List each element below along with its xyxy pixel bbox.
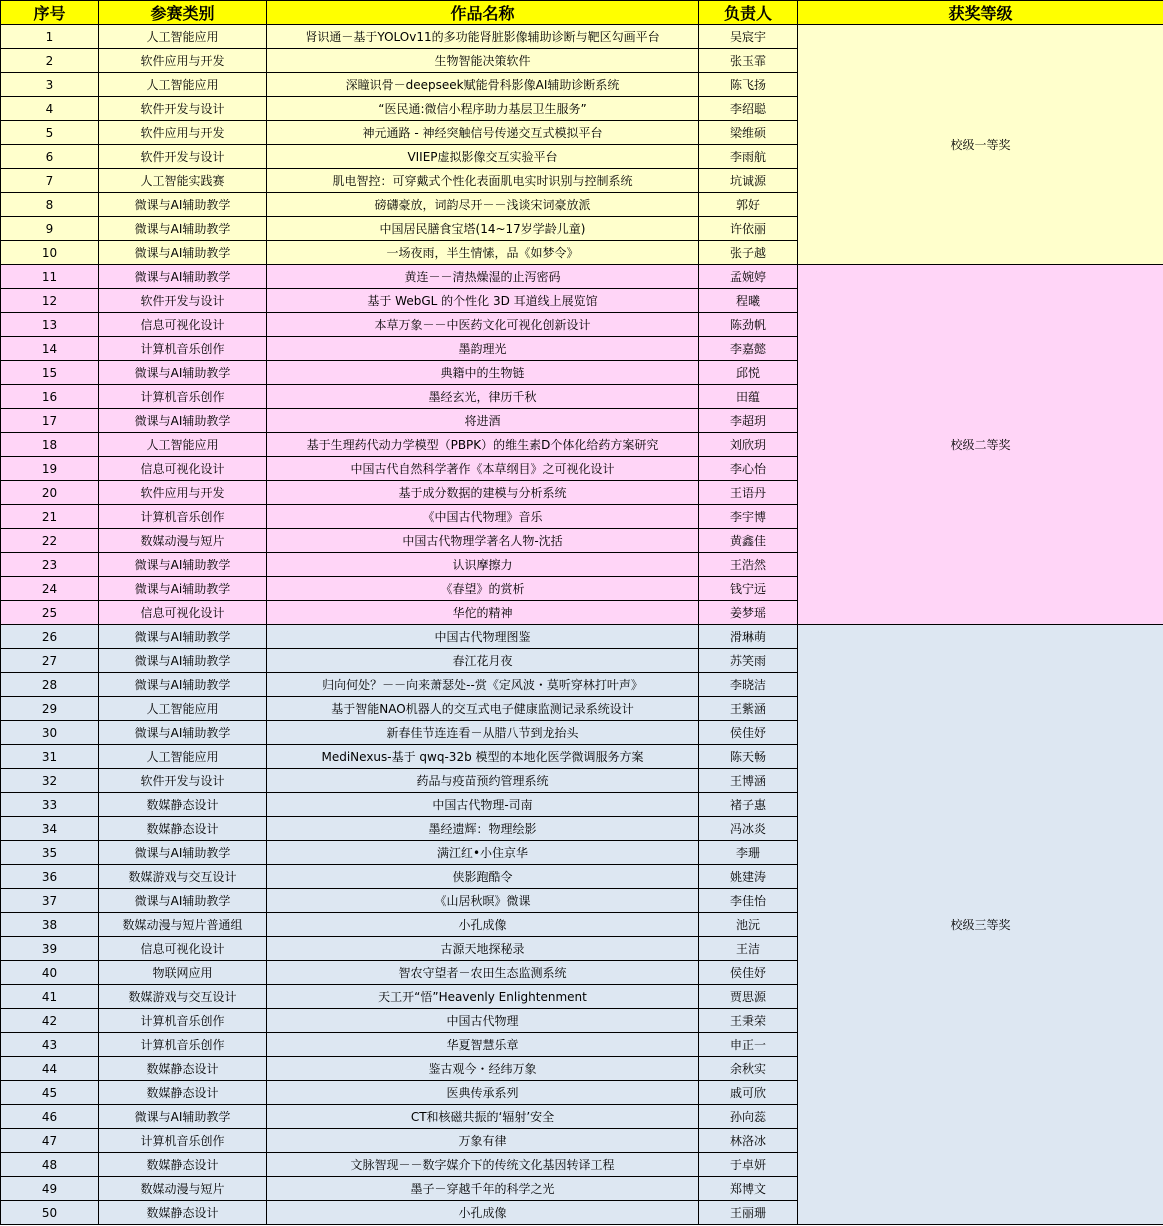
cell-leader: 郑博文	[699, 1177, 798, 1201]
cell-leader: 王浩然	[699, 553, 798, 577]
cell-category: 计算机音乐创作	[99, 505, 267, 529]
table-row	[1, 265, 1163, 289]
cell-category: 人工智能实践赛	[99, 169, 267, 193]
cell-index: 11	[1, 265, 99, 289]
header-index: 序号	[1, 1, 99, 25]
cell-leader: 李宇博	[699, 505, 798, 529]
cell-work-title: 新春佳节连连看－从腊八节到龙抬头	[267, 721, 699, 745]
cell-category: 数媒游戏与交互设计	[99, 865, 267, 889]
cell-category: 人工智能应用	[99, 745, 267, 769]
cell-work-title: 《山居秋暝》微课	[267, 889, 699, 913]
cell-index: 17	[1, 409, 99, 433]
cell-leader: 李珊	[699, 841, 798, 865]
cell-work-title: 古源天地探秘录	[267, 937, 699, 961]
cell-index: 27	[1, 649, 99, 673]
cell-leader: 滑琳萌	[699, 625, 798, 649]
cell-category: 数媒动漫与短片	[99, 1177, 267, 1201]
cell-category: 信息可视化设计	[99, 457, 267, 481]
cell-index: 37	[1, 889, 99, 913]
cell-leader: 许依丽	[699, 217, 798, 241]
cell-leader: 李佳怡	[699, 889, 798, 913]
cell-category: 微课与Ai辅助教学	[99, 577, 267, 601]
cell-index: 43	[1, 1033, 99, 1057]
cell-leader: 于卓妍	[699, 1153, 798, 1177]
cell-category: 微课与AI辅助教学	[99, 193, 267, 217]
cell-index: 30	[1, 721, 99, 745]
cell-work-title: 华佗的精神	[267, 601, 699, 625]
cell-work-title: 深瞳识骨－deepseek赋能骨科影像AI辅助诊断系统	[267, 73, 699, 97]
cell-award-level: 校级二等奖	[798, 265, 1163, 625]
cell-leader: 刘欣玥	[699, 433, 798, 457]
cell-work-title: 肾识通－基于YOLOv11的多功能肾脏影像辅助诊断与靶区勾画平台	[267, 25, 699, 49]
cell-work-title: 鉴古观今・经纬万象	[267, 1057, 699, 1081]
cell-category: 软件开发与设计	[99, 145, 267, 169]
cell-leader: 邱悦	[699, 361, 798, 385]
cell-leader: 王洁	[699, 937, 798, 961]
cell-category: 信息可视化设计	[99, 937, 267, 961]
cell-index: 47	[1, 1129, 99, 1153]
cell-index: 3	[1, 73, 99, 97]
cell-work-title: 春江花月夜	[267, 649, 699, 673]
cell-leader: 姜梦瑶	[699, 601, 798, 625]
cell-work-title: 墨经玄光，律历千秋	[267, 385, 699, 409]
cell-index: 28	[1, 673, 99, 697]
cell-leader: 侯佳妤	[699, 961, 798, 985]
cell-leader: 侯佳妤	[699, 721, 798, 745]
table-body	[1, 25, 1163, 1225]
cell-category: 数媒静态设计	[99, 1057, 267, 1081]
cell-category: 微课与AI辅助教学	[99, 265, 267, 289]
cell-category: 软件应用与开发	[99, 481, 267, 505]
cell-index: 21	[1, 505, 99, 529]
cell-category: 微课与AI辅助教学	[99, 625, 267, 649]
cell-work-title: 基于智能NAO机器人的交互式电子健康监测记录系统设计	[267, 697, 699, 721]
cell-category: 数媒静态设计	[99, 817, 267, 841]
cell-leader: 贾思源	[699, 985, 798, 1009]
cell-category: 微课与AI辅助教学	[99, 361, 267, 385]
table-row	[1, 625, 1163, 649]
cell-work-title: 中国居民膳食宝塔(14~17岁学龄儿童)	[267, 217, 699, 241]
cell-leader: 王紫涵	[699, 697, 798, 721]
cell-leader: 姚建涛	[699, 865, 798, 889]
cell-index: 20	[1, 481, 99, 505]
cell-work-title: 中国古代物理图鉴	[267, 625, 699, 649]
cell-category: 计算机音乐创作	[99, 385, 267, 409]
cell-work-title: 中国古代物理	[267, 1009, 699, 1033]
cell-work-title: 生物智能决策软件	[267, 49, 699, 73]
cell-category: 微课与AI辅助教学	[99, 721, 267, 745]
cell-index: 49	[1, 1177, 99, 1201]
cell-category: 微课与AI辅助教学	[99, 649, 267, 673]
cell-category: 计算机音乐创作	[99, 1129, 267, 1153]
cell-leader: 陈天畅	[699, 745, 798, 769]
cell-leader: 田蕴	[699, 385, 798, 409]
cell-category: 微课与AI辅助教学	[99, 409, 267, 433]
cell-leader: 李晓洁	[699, 673, 798, 697]
cell-index: 32	[1, 769, 99, 793]
cell-category: 软件应用与开发	[99, 121, 267, 145]
cell-category: 物联网应用	[99, 961, 267, 985]
header-leader: 负责人	[699, 1, 798, 25]
cell-category: 计算机音乐创作	[99, 1009, 267, 1033]
header-award: 获奖等级	[798, 1, 1163, 25]
cell-index: 44	[1, 1057, 99, 1081]
cell-work-title: 一场夜雨，半生情愫，品《如梦令》	[267, 241, 699, 265]
cell-index: 25	[1, 601, 99, 625]
cell-index: 9	[1, 217, 99, 241]
cell-leader: 李嘉懿	[699, 337, 798, 361]
cell-index: 41	[1, 985, 99, 1009]
cell-work-title: 肌电智控：可穿戴式个性化表面肌电实时识别与控制系统	[267, 169, 699, 193]
cell-index: 10	[1, 241, 99, 265]
cell-category: 微课与AI辅助教学	[99, 889, 267, 913]
cell-work-title: 神元通路 - 神经突触信号传递交互式模拟平台	[267, 121, 699, 145]
cell-work-title: 天工开“悟”Heavenly Enlightenment	[267, 985, 699, 1009]
header-work-title: 作品名称	[267, 1, 699, 25]
cell-index: 2	[1, 49, 99, 73]
cell-category: 数媒静态设计	[99, 793, 267, 817]
cell-leader: 吴宸宇	[699, 25, 798, 49]
cell-work-title: 墨子－穿越千年的科学之光	[267, 1177, 699, 1201]
cell-leader: 林洛冰	[699, 1129, 798, 1153]
cell-leader: 坑诚源	[699, 169, 798, 193]
cell-category: 微课与AI辅助教学	[99, 553, 267, 577]
cell-index: 15	[1, 361, 99, 385]
cell-leader: 冯冰炎	[699, 817, 798, 841]
cell-leader: 张玉霏	[699, 49, 798, 73]
cell-leader: 郭好	[699, 193, 798, 217]
cell-work-title: 医典传承系列	[267, 1081, 699, 1105]
cell-leader: 张子越	[699, 241, 798, 265]
cell-category: 数媒静态设计	[99, 1153, 267, 1177]
cell-award-level: 校级一等奖	[798, 25, 1163, 265]
cell-index: 34	[1, 817, 99, 841]
cell-work-title: 墨经遗辉：物理绘影	[267, 817, 699, 841]
cell-category: 软件开发与设计	[99, 97, 267, 121]
cell-leader: 孙向蕊	[699, 1105, 798, 1129]
cell-award-level: 校级三等奖	[798, 625, 1163, 1225]
cell-index: 29	[1, 697, 99, 721]
cell-work-title: CT和核磁共振的‘辐射’安全	[267, 1105, 699, 1129]
cell-work-title: 《春望》的赏析	[267, 577, 699, 601]
cell-work-title: 侠影跑酷令	[267, 865, 699, 889]
cell-leader: 李雨航	[699, 145, 798, 169]
cell-index: 4	[1, 97, 99, 121]
cell-work-title: 文脉智现－－数字媒介下的传统文化基因转译工程	[267, 1153, 699, 1177]
cell-index: 8	[1, 193, 99, 217]
cell-index: 5	[1, 121, 99, 145]
cell-leader: 黄鑫佳	[699, 529, 798, 553]
cell-category: 微课与AI辅助教学	[99, 673, 267, 697]
cell-work-title: 中国古代物理学著名人物-沈括	[267, 529, 699, 553]
cell-work-title: 墨韵理光	[267, 337, 699, 361]
cell-index: 1	[1, 25, 99, 49]
cell-category: 微课与AI辅助教学	[99, 1105, 267, 1129]
cell-category: 计算机音乐创作	[99, 1033, 267, 1057]
cell-leader: 申正一	[699, 1033, 798, 1057]
cell-category: 人工智能应用	[99, 697, 267, 721]
cell-work-title: “医民通:微信小程序助力基层卫生服务”	[267, 97, 699, 121]
cell-category: 数媒动漫与短片	[99, 529, 267, 553]
cell-index: 45	[1, 1081, 99, 1105]
cell-work-title: 认识摩擦力	[267, 553, 699, 577]
cell-index: 39	[1, 937, 99, 961]
cell-index: 38	[1, 913, 99, 937]
cell-category: 数媒静态设计	[99, 1201, 267, 1225]
cell-index: 42	[1, 1009, 99, 1033]
cell-index: 14	[1, 337, 99, 361]
cell-category: 人工智能应用	[99, 25, 267, 49]
cell-work-title: 基于生理药代动力学模型（PBPK）的维生素D个体化给药方案研究	[267, 433, 699, 457]
cell-work-title: 黄连－－清热燥湿的止泻密码	[267, 265, 699, 289]
cell-work-title: 本草万象－－中医药文化可视化创新设计	[267, 313, 699, 337]
cell-work-title: 典籍中的生物链	[267, 361, 699, 385]
cell-category: 软件开发与设计	[99, 289, 267, 313]
cell-category: 软件开发与设计	[99, 769, 267, 793]
cell-index: 24	[1, 577, 99, 601]
cell-index: 26	[1, 625, 99, 649]
cell-index: 35	[1, 841, 99, 865]
cell-work-title: 中国古代物理-司南	[267, 793, 699, 817]
cell-index: 22	[1, 529, 99, 553]
cell-leader: 孟婉婷	[699, 265, 798, 289]
cell-category: 数媒游戏与交互设计	[99, 985, 267, 1009]
cell-work-title: 基于 WebGL 的个性化 3D 耳道线上展览馆	[267, 289, 699, 313]
cell-category: 信息可视化设计	[99, 313, 267, 337]
cell-leader: 王秉荣	[699, 1009, 798, 1033]
cell-index: 12	[1, 289, 99, 313]
cell-index: 13	[1, 313, 99, 337]
cell-work-title: 智农守望者－农田生态监测系统	[267, 961, 699, 985]
cell-leader: 王博涵	[699, 769, 798, 793]
cell-work-title: VIIEP虚拟影像交互实验平台	[267, 145, 699, 169]
cell-category: 微课与AI辅助教学	[99, 217, 267, 241]
cell-index: 18	[1, 433, 99, 457]
cell-work-title: 《中国古代物理》音乐	[267, 505, 699, 529]
cell-leader: 李绍聪	[699, 97, 798, 121]
table-row	[1, 25, 1163, 49]
cell-index: 50	[1, 1201, 99, 1225]
cell-index: 19	[1, 457, 99, 481]
cell-category: 计算机音乐创作	[99, 337, 267, 361]
cell-leader: 陈劲帆	[699, 313, 798, 337]
cell-index: 33	[1, 793, 99, 817]
cell-leader: 褚子惠	[699, 793, 798, 817]
cell-category: 信息可视化设计	[99, 601, 267, 625]
cell-index: 40	[1, 961, 99, 985]
cell-index: 6	[1, 145, 99, 169]
cell-work-title: 药品与疫苗预约管理系统	[267, 769, 699, 793]
cell-work-title: 将进酒	[267, 409, 699, 433]
cell-work-title: 万象有律	[267, 1129, 699, 1153]
cell-work-title: MediNexus-基于 qwq-32b 模型的本地化医学微调服务方案	[267, 745, 699, 769]
cell-work-title: 基于成分数据的建模与分析系统	[267, 481, 699, 505]
cell-leader: 程曦	[699, 289, 798, 313]
cell-category: 微课与AI辅助教学	[99, 241, 267, 265]
cell-work-title: 满江红•小住京华	[267, 841, 699, 865]
cell-index: 23	[1, 553, 99, 577]
cell-index: 31	[1, 745, 99, 769]
cell-leader: 王丽珊	[699, 1201, 798, 1225]
cell-category: 人工智能应用	[99, 433, 267, 457]
header-category: 参赛类别	[99, 1, 267, 25]
cell-work-title: 磅礴豪放，词韵尽开－－浅谈宋词豪放派	[267, 193, 699, 217]
cell-leader: 陈飞扬	[699, 73, 798, 97]
cell-work-title: 归向何处？－－向来萧瑟处--赏《定风波・莫听穿林打叶声》	[267, 673, 699, 697]
cell-index: 36	[1, 865, 99, 889]
header-row	[1, 1, 1163, 25]
cell-work-title: 华夏智慧乐章	[267, 1033, 699, 1057]
cell-work-title: 中国古代自然科学著作《本草纲目》之可视化设计	[267, 457, 699, 481]
cell-leader: 钱宁远	[699, 577, 798, 601]
cell-work-title: 小孔成像	[267, 1201, 699, 1225]
cell-index: 46	[1, 1105, 99, 1129]
cell-category: 数媒静态设计	[99, 1081, 267, 1105]
cell-leader: 王语丹	[699, 481, 798, 505]
cell-leader: 梁维硕	[699, 121, 798, 145]
cell-index: 16	[1, 385, 99, 409]
cell-category: 数媒动漫与短片普通组	[99, 913, 267, 937]
cell-leader: 李超玥	[699, 409, 798, 433]
cell-leader: 余秋实	[699, 1057, 798, 1081]
cell-category: 微课与AI辅助教学	[99, 841, 267, 865]
cell-leader: 池沅	[699, 913, 798, 937]
cell-leader: 戚可欣	[699, 1081, 798, 1105]
cell-leader: 李心怡	[699, 457, 798, 481]
cell-index: 48	[1, 1153, 99, 1177]
cell-index: 7	[1, 169, 99, 193]
cell-work-title: 小孔成像	[267, 913, 699, 937]
cell-category: 人工智能应用	[99, 73, 267, 97]
cell-leader: 苏笑雨	[699, 649, 798, 673]
cell-category: 软件应用与开发	[99, 49, 267, 73]
